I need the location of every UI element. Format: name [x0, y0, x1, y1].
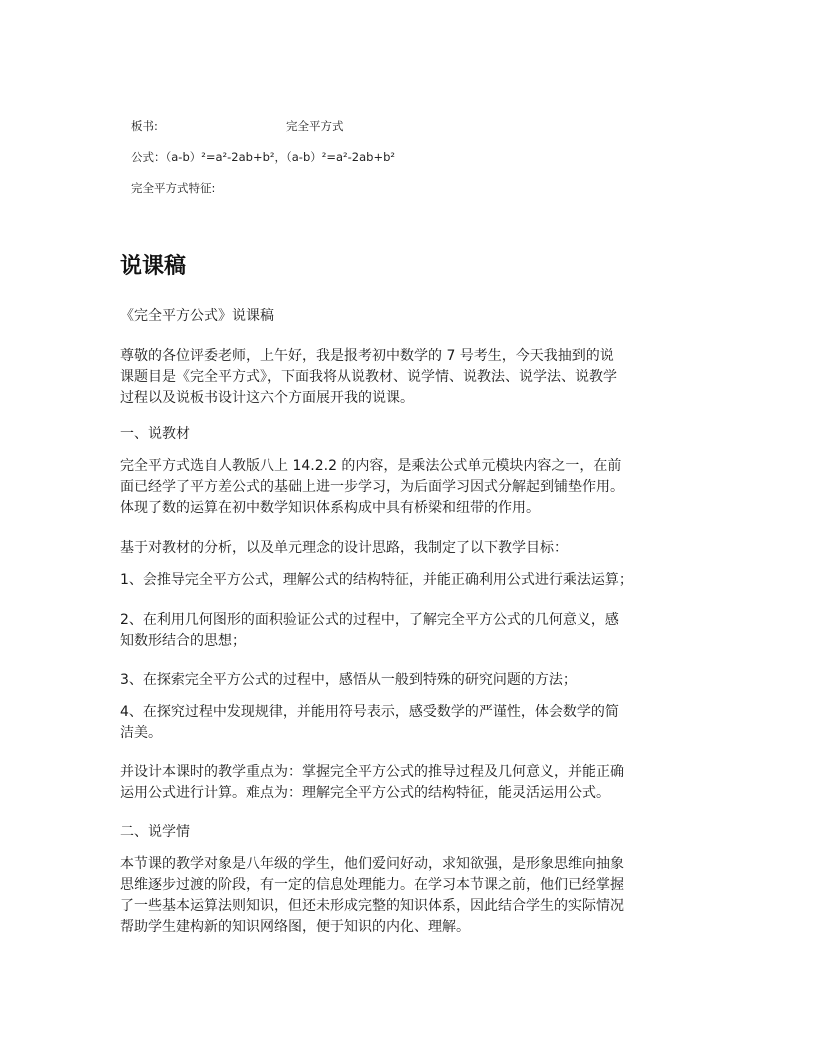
paragraph-line: 1、会推导完全平方公式，理解公式的结构特征，并能正确利用公式进行乘法运算；: [120, 572, 633, 588]
paragraph-line: 课题目是《完全平方式》，下面我将从说教材、说学情、说教法、说学法、说教学: [120, 369, 617, 385]
board-feature: 完全平方式特征:: [131, 181, 216, 195]
paragraph-line: 尊敬的各位评委老师，上午好，我是报考初中数学的 7 号考生，今天我抽到的说: [120, 348, 614, 364]
paragraph-line: 了一些基本运算法则知识，但还未形成完整的知识体系，因此结合学生的实际情况: [120, 898, 624, 914]
paragraph: [120, 424, 700, 445]
paragraph: [120, 306, 700, 327]
board-formula: 公式：（a-b）²=a²-2ab+b²，（a-b）²=a²-2ab+b²: [131, 150, 396, 164]
board-label: 板书:: [131, 119, 158, 133]
paragraph-line: 帮助学生建构新的知识网络图，便于知识的内化、理解。: [120, 919, 470, 935]
paragraph: [120, 822, 700, 843]
paragraph-line: 《完全平方公式》说课稿: [120, 308, 274, 324]
board-title: 完全平方式: [286, 119, 344, 133]
paragraph-line: 体现了数的运算在初中数学知识体系构成中具有桥梁和纽带的作用。: [120, 500, 540, 516]
paragraph-line: 完全平方式选自人教版八上 14.2.2 的内容，是乘法公式单元模块内容之一，在前: [120, 458, 622, 474]
paragraph: [120, 762, 700, 804]
paragraph: [120, 854, 700, 938]
paragraph-line: 2、在利用几何图形的面积验证公式的过程中，了解完全平方公式的几何意义，感: [120, 612, 619, 628]
page-heading: 说课稿: [120, 254, 187, 279]
paragraph: [120, 346, 700, 409]
board-header-row: [131, 118, 344, 134]
paragraph-line: 面已经学了平方差公式的基础上进一步学习，为后面学习因式分解起到铺垫作用。: [120, 479, 624, 495]
paragraph: [120, 702, 700, 744]
paragraph-line: 过程以及说板书设计这六个方面展开我的说课。: [120, 390, 414, 406]
paragraph-line: 二、说学情: [120, 824, 190, 840]
paragraph-line: 4、在探究过程中发现规律，并能用符号表示，感受数学的严谨性，体会数学的简: [120, 704, 619, 720]
paragraph: [120, 456, 700, 519]
paragraph-line: 运用公式进行计算。难点为：理解完全平方公式的结构特征，能灵活运用公式。: [120, 785, 610, 801]
paragraph-line: 3、在探索完全平方公式的过程中，感悟从一般到特殊的研究问题的方法；: [120, 672, 577, 688]
paragraph-line: 基于对教材的分析，以及单元理念的设计思路，我制定了以下教学目标：: [120, 540, 568, 556]
paragraph-line: 洁美。: [120, 725, 162, 741]
paragraph-line: 本节课的教学对象是八年级的学生，他们爱问好动，求知欲强，是形象思维向抽象: [120, 856, 624, 872]
paragraph-line: 一、说教材: [120, 426, 190, 442]
paragraph-line: 思维逐步过渡的阶段，有一定的信息处理能力。在学习本节课之前，他们已经掌握: [120, 877, 624, 893]
paragraph: [120, 570, 700, 591]
paragraph-line: 知数形结合的思想；: [120, 633, 246, 649]
paragraph: [120, 538, 700, 559]
paragraph: [120, 670, 700, 691]
paragraph-line: 并设计本课时的教学重点为：掌握完全平方公式的推导过程及几何意义，并能正确: [120, 764, 624, 780]
paragraph: [120, 610, 700, 652]
